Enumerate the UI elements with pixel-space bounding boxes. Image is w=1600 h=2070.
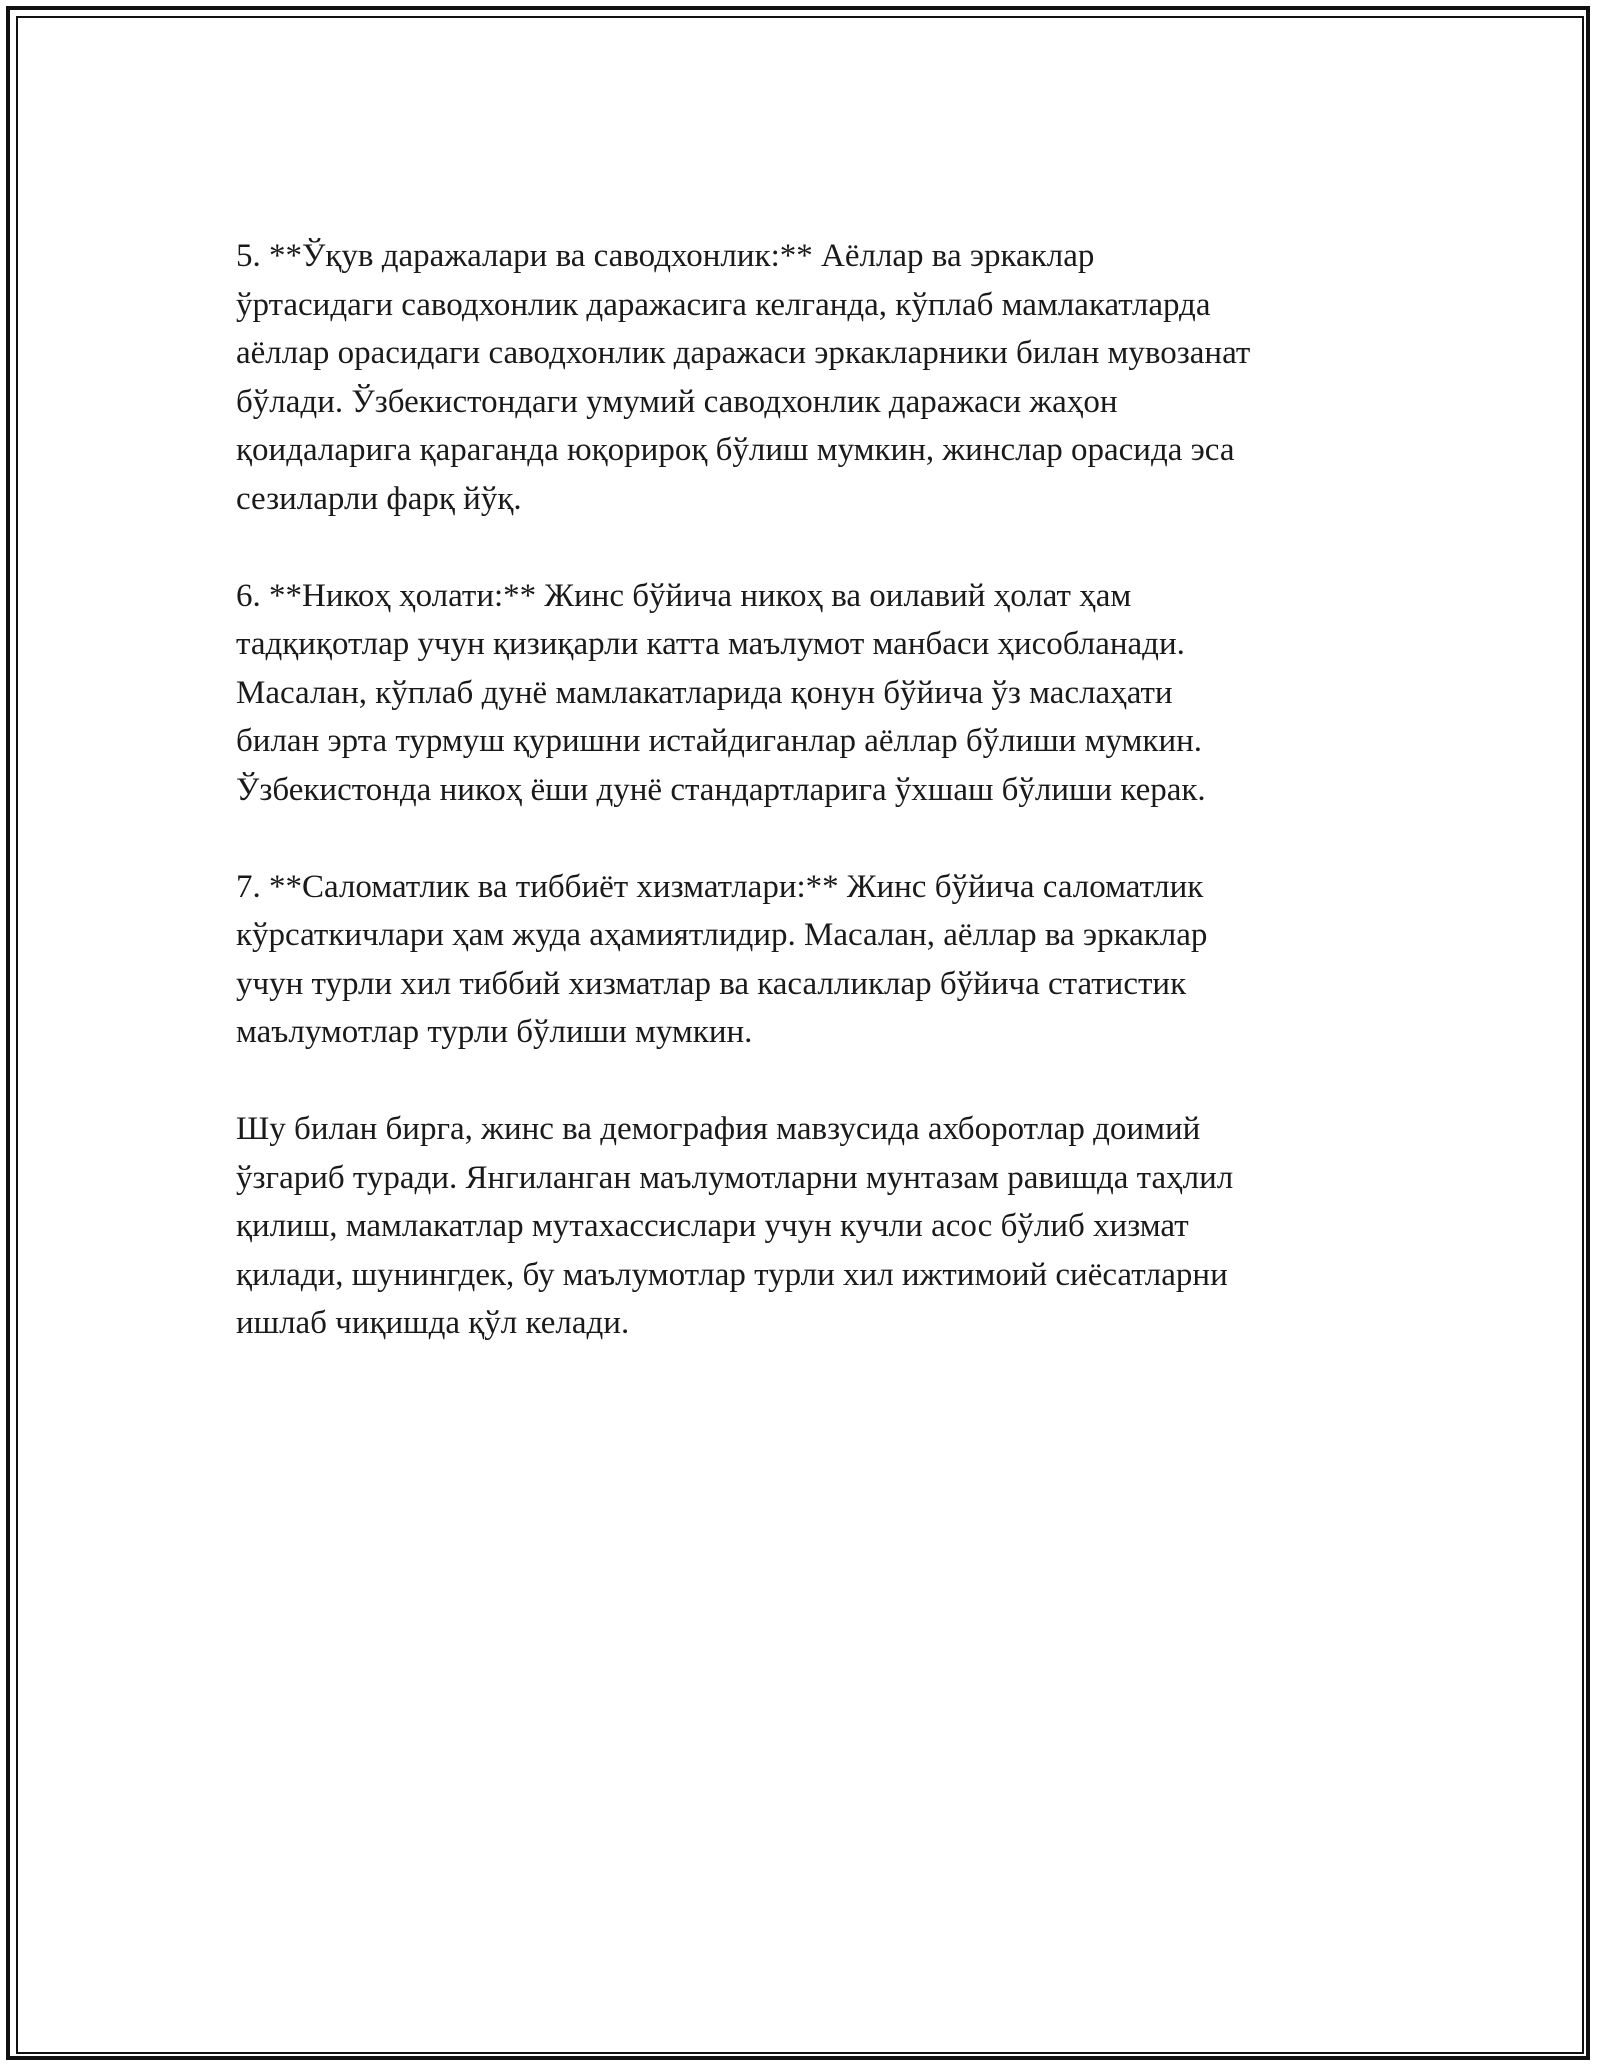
- paragraph-health: [236, 863, 1376, 1057]
- text-line: 5. **Ўқув даражалари ва саводхонлик:** Аёллар ва эркаклар: [236, 238, 1095, 274]
- text-line: Масалан, кўплаб дунё мамлакатларида қонун бўйича ўз маслаҳати: [236, 674, 1173, 711]
- text-line: маълумотлар турли бўлиши мумкин.: [236, 1014, 753, 1050]
- text-line: ишлаб чиқишда қўл келади.: [236, 1305, 630, 1341]
- document-body: [236, 232, 1376, 1396]
- text-line: 7. **Саломатлик ва тиббиёт хизматлари:** Жинс бўйича саломатлик: [236, 868, 1204, 905]
- paragraph-conclusion: [236, 1105, 1376, 1348]
- text-line: 6. **Никоҳ ҳолати:** Жинс бўйича никоҳ ва оилавий ҳолат ҳам: [236, 577, 1132, 614]
- paragraph-marital-status: [236, 572, 1376, 815]
- paragraph-literacy: [236, 232, 1376, 523]
- text-line: ўртасидаги саводхонлик даражасига келганда, кўплаб мамлакатларда: [236, 286, 1211, 323]
- text-line: қилиш, мамлакатлар мутахассислари учун кучли асос бўлиб хизмат: [236, 1208, 1189, 1244]
- text-line: учун турли хил тиббий хизматлар ва касалликлар бўйича статистик: [236, 965, 1187, 1002]
- text-line: тадқиқотлар учун қизиқарли катта маълумот манбаси ҳисобланади.: [236, 626, 1185, 662]
- text-line: сезиларли фарқ йўқ.: [236, 480, 522, 517]
- text-line: кўрсаткичлари ҳам жуда аҳамиятлидир. Масалан, аёллар ва эркаклар: [236, 917, 1208, 953]
- text-line: қилади, шунингдек, бу маълумотлар турли хил ижтимоий сиёсатларни: [236, 1256, 1228, 1293]
- text-line: билан эрта турмуш қуришни истайдиганлар аёллар бўлиши мумкин.: [236, 723, 1203, 759]
- text-line: ўзгариб туради. Янгиланган маълумотларни мунтазам равишда таҳлил: [236, 1159, 1234, 1196]
- text-line: аёллар орасидаги саводхонлик даражаси эркакларники билан мувозанат: [236, 335, 1251, 371]
- text-line: Ўзбекистонда никоҳ ёши дунё стандартларига ўхшаш бўлиши керак.: [236, 771, 1206, 808]
- text-line: Шу билан бирга, жинс ва демография мавзусида ахборотлар доимий: [236, 1111, 1201, 1147]
- text-line: қоидаларига қараганда юқорироқ бўлиш мумкин, жинслар орасида эса: [236, 432, 1235, 468]
- text-line: бўлади. Ўзбекистондаги умумий саводхонлик даражаси жаҳон: [236, 383, 1118, 420]
